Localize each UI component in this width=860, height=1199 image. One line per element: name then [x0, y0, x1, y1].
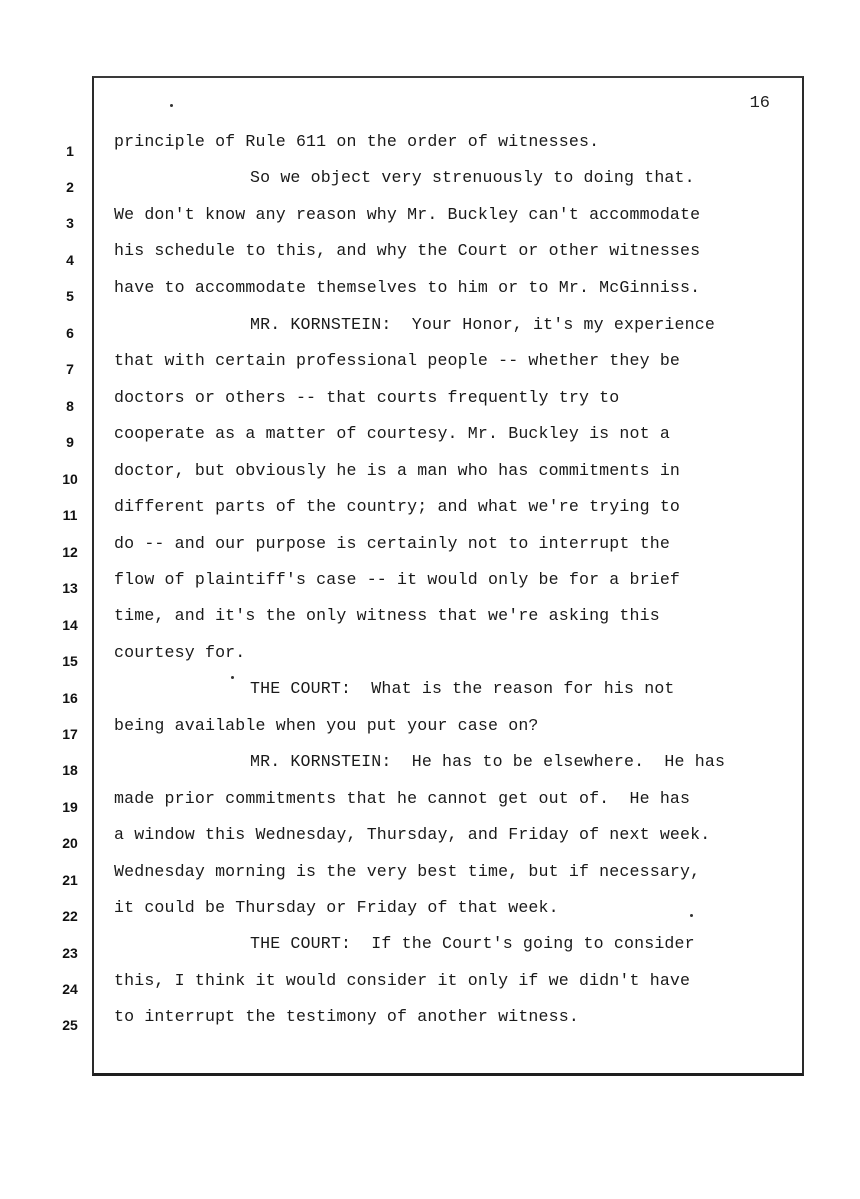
page-number: 16 — [749, 94, 770, 113]
transcript-line: made prior commitments that he cannot get out of. He has — [114, 789, 691, 808]
transcript-line: MR. KORNSTEIN: Your Honor, it's my experience — [250, 315, 715, 334]
line-number: 1 — [66, 143, 74, 159]
transcript-line: courtesy for. — [114, 643, 246, 662]
line-number: 6 — [66, 325, 74, 341]
line-number: 9 — [66, 434, 74, 450]
transcript-line: to interrupt the testimony of another witness. — [114, 1007, 579, 1026]
transcript-line: his schedule to this, and why the Court or other witnesses — [114, 241, 701, 260]
line-number: 24 — [62, 981, 78, 997]
line-number: 8 — [66, 398, 74, 414]
transcript-line: We don't know any reason why Mr. Buckley can't accommodate — [114, 205, 701, 224]
transcript-line: So we object very strenuously to doing that. — [250, 168, 695, 187]
transcript-line: being available when you put your case on? — [114, 716, 539, 735]
line-number: 18 — [62, 762, 78, 778]
transcript-line: THE COURT: What is the reason for his not — [250, 679, 675, 698]
transcript-line: doctor, but obviously he is a man who has commitments in — [114, 461, 681, 480]
transcript-line: time, and it's the only witness that we're asking this — [114, 606, 660, 625]
transcript-line: Wednesday morning is the very best time, but if necessary, — [114, 862, 701, 881]
line-number: 7 — [66, 361, 74, 377]
transcript-line: do -- and our purpose is certainly not to interrupt the — [114, 534, 670, 553]
line-number: 20 — [62, 835, 78, 851]
line-number: 19 — [62, 799, 78, 815]
line-number: 2 — [66, 179, 74, 195]
transcript-line: different parts of the country; and what we're trying to — [114, 497, 681, 516]
transcript-line: principle of Rule 611 on the order of witnesses. — [114, 132, 600, 151]
transcript-line: THE COURT: If the Court's going to consider — [250, 934, 695, 953]
transcript-line: it could be Thursday or Friday of that week. — [114, 898, 559, 917]
line-number: 4 — [66, 252, 74, 268]
transcript-line: this, I think it would consider it only if we didn't have — [114, 971, 691, 990]
transcript-line: cooperate as a matter of courtesy. Mr. Buckley is not a — [114, 424, 670, 443]
line-number: 14 — [62, 617, 78, 633]
line-number: 5 — [66, 288, 74, 304]
line-number: 21 — [62, 872, 78, 888]
line-number: 3 — [66, 215, 74, 231]
speck — [231, 676, 234, 679]
line-number: 16 — [62, 690, 78, 706]
transcript-line: doctors or others -- that courts frequently try to — [114, 388, 620, 407]
line-number: 10 — [62, 471, 78, 487]
speck — [690, 914, 693, 917]
line-number: 13 — [62, 580, 78, 596]
line-number: 11 — [62, 507, 78, 523]
line-number: 25 — [62, 1017, 78, 1033]
line-number: 22 — [62, 908, 78, 924]
transcript-line: flow of plaintiff's case -- it would only be for a brief — [114, 570, 681, 589]
transcript-line: that with certain professional people -- whether they be — [114, 351, 681, 370]
line-number: 17 — [62, 726, 78, 742]
speck — [170, 104, 173, 107]
line-number: 15 — [62, 653, 78, 669]
line-number: 23 — [62, 945, 78, 961]
line-number: 12 — [62, 544, 78, 560]
transcript-line: MR. KORNSTEIN: He has to be elsewhere. He has — [250, 752, 726, 771]
transcript-line: have to accommodate themselves to him or to Mr. McGinniss. — [114, 278, 701, 297]
transcript-line: a window this Wednesday, Thursday, and Friday of next week. — [114, 825, 711, 844]
